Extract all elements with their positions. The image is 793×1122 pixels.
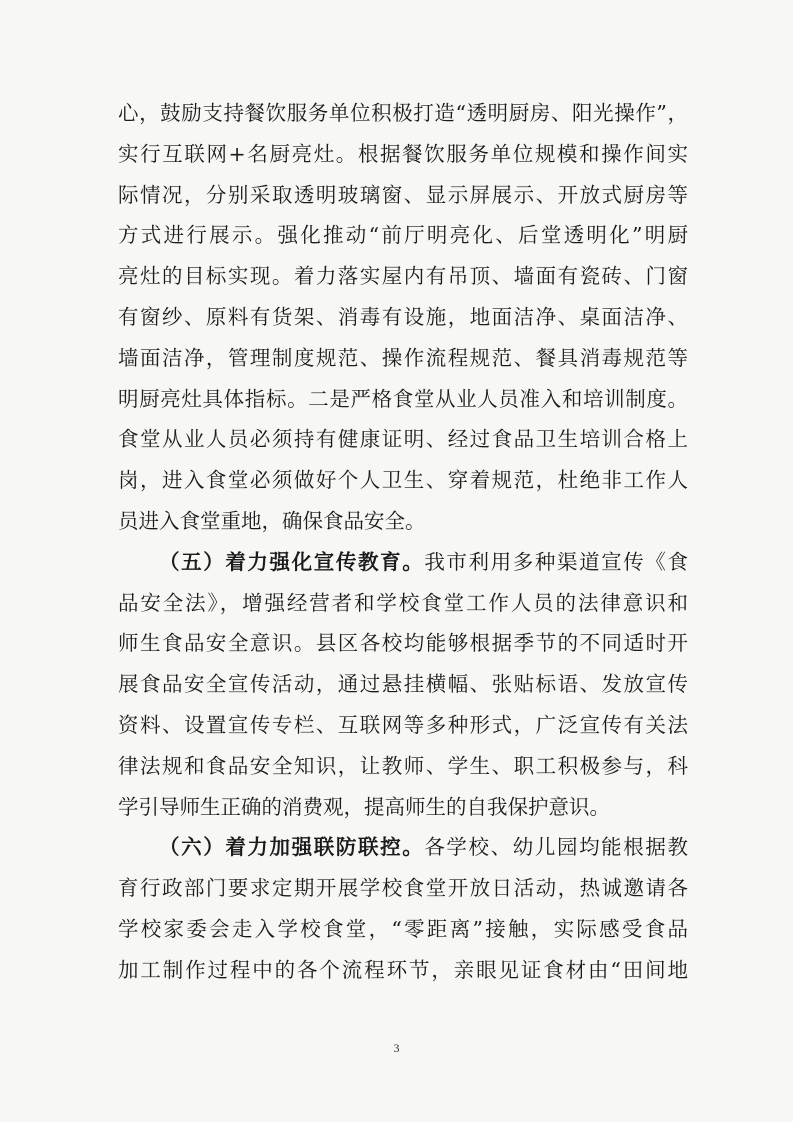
page-number: 3 [393, 1041, 400, 1055]
section-6-first-line [118, 827, 688, 868]
paragraph-line: 律法规和食品安全知识，让教师、学生、职工积极参与，科 [118, 753, 688, 778]
paragraph-line: 育行政部门要求定期开展学校食堂开放日活动，热诚邀请各 [118, 876, 688, 901]
paragraph-line: 食堂从业人员必须持有健康证明、经过食品卫生培训合格上 [118, 427, 688, 452]
paragraph-line: 品安全法》，增强经营者和学校食堂工作人员的法律意识和 [118, 590, 688, 615]
section-5-first-line [118, 542, 688, 583]
paragraph-line: 资料、设置宣传专栏、互联网等多种形式，广泛宣传有关法 [118, 712, 688, 737]
paragraph-1 [118, 93, 688, 542]
paragraph-line: 学引导师生正确的消费观，提高师生的自我保护意识。 [118, 794, 610, 819]
paragraph-line: 展食品安全宣传活动，通过悬挂横幅、张贴标语、发放宣传 [118, 672, 688, 697]
paragraph-line: 员进入食堂重地，确保食品安全。 [118, 508, 426, 533]
section-6-lead-text: 各学校、幼儿园均能根据教 [424, 835, 688, 860]
section-5 [118, 542, 688, 828]
paragraph-line: 明厨亮灶具体指标。二是严格食堂从业人员准入和培训制度。 [118, 386, 688, 411]
body-text [118, 93, 688, 991]
paragraph-line: 心，鼓励支持餐饮服务单位积极打造“透明厨房、阳光操作”， [118, 101, 688, 125]
section-6 [118, 827, 688, 990]
paragraph-line: 师生食品安全意识。县区各校均能够根据季节的不同适时开 [118, 631, 688, 656]
section-5-lead-text: 我市利用多种渠道宣传《食 [424, 549, 688, 574]
paragraph-line: 有窗纱、原料有货架、消毒有设施，地面洁净、桌面洁净、 [118, 304, 688, 329]
paragraph-line: 际情况，分别采取透明玻璃窗、显示屏展示、开放式厨房等 [118, 182, 688, 207]
section-5-heading: （五）着力强化宣传教育。 [159, 549, 425, 574]
paragraph-line: 学校家委会走入学校食堂，“零距离”接触，实际感受食品 [118, 916, 688, 941]
paragraph-line: 方式进行展示。强化推动“前厅明亮化、后堂透明化”明厨 [118, 223, 688, 248]
paragraph-line: 加工制作过程中的各个流程环节，亲眼见证食材由“田间地 [118, 957, 688, 982]
paragraph-line: 墙面洁净，管理制度规范、操作流程规范、餐具消毒规范等 [118, 345, 688, 370]
paragraph-line: 岗，进入食堂必须做好个人卫生、穿着规范，杜绝非工作人 [118, 468, 688, 493]
paragraph-line: 实行互联网+名厨亮灶。根据餐饮服务单位规模和操作间实 [118, 141, 688, 166]
section-6-heading: （六）着力加强联防联控。 [159, 835, 425, 860]
paragraph-line: 亮灶的目标实现。着力落实屋内有吊顶、墙面有瓷砖、门窗 [118, 264, 688, 289]
